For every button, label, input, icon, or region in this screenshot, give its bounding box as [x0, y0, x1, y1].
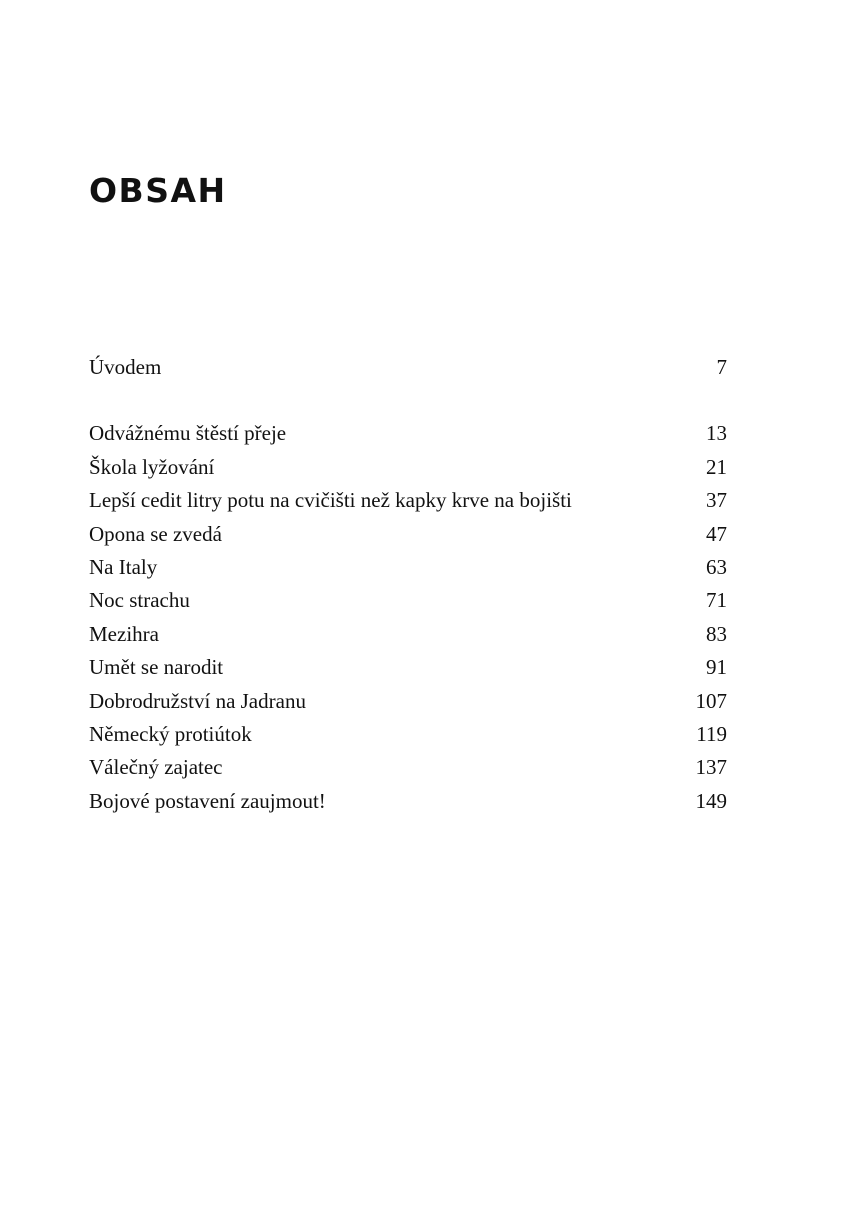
- toc-entry-page: 137: [695, 755, 727, 780]
- toc-entry-page: 7: [716, 355, 727, 379]
- toc-entry-title: Noc strachu: [89, 588, 190, 613]
- toc-entry: [89, 621, 727, 654]
- toc-entry-title: Opona se zvedá: [89, 521, 222, 546]
- toc-entry-title: Na Italy: [89, 554, 158, 579]
- toc-entry: [89, 788, 727, 821]
- toc-entry-page: 91: [706, 655, 727, 680]
- toc-entry-page: 47: [706, 521, 727, 546]
- toc-entry: [89, 721, 727, 754]
- toc-entry-title: Dobrodružství na Jadranu: [89, 688, 306, 713]
- toc-entry: [89, 454, 727, 487]
- toc-entry-title: Odvážnému štěstí přeje: [89, 421, 287, 446]
- toc-entry-page: 149: [695, 788, 727, 813]
- toc-entry: [89, 654, 727, 687]
- toc-entry: [89, 754, 727, 787]
- toc-entry: [89, 554, 727, 587]
- toc-entry-page: 119: [696, 721, 727, 746]
- toc-entry-title: Lepší cedit litry potu na cvičišti než kapky krve na bojišti: [89, 488, 572, 513]
- toc-entry-page: 107: [695, 688, 727, 713]
- toc-entry-title: Válečný zajatec: [89, 755, 223, 780]
- toc-entry-title: Mezihra: [89, 621, 159, 646]
- toc-entry-page: 71: [706, 588, 727, 613]
- toc-entry-page: 37: [706, 488, 727, 513]
- toc-entry-title: Německý protiútok: [89, 721, 252, 746]
- toc-entry-page: 83: [706, 621, 727, 646]
- toc-entry: [89, 688, 727, 721]
- toc-entry-page: 13: [706, 421, 727, 446]
- toc-entry: [89, 487, 727, 520]
- toc-entry-page: 21: [706, 454, 727, 479]
- page-title: OBSAH: [89, 171, 227, 210]
- toc-entry: [89, 354, 727, 387]
- toc-entry-title: Umět se narodit: [89, 655, 224, 680]
- toc-entry-title: Úvodem: [89, 355, 162, 379]
- toc-entry: [89, 587, 727, 620]
- toc-entry: [89, 420, 727, 453]
- toc-entry-title: Bojové postavení zaujmout!: [89, 788, 326, 813]
- toc-entry-page: 63: [706, 554, 727, 579]
- toc-entry: [89, 521, 727, 554]
- table-of-contents: [89, 354, 727, 821]
- toc-entry-title: Škola lyžování: [89, 454, 215, 479]
